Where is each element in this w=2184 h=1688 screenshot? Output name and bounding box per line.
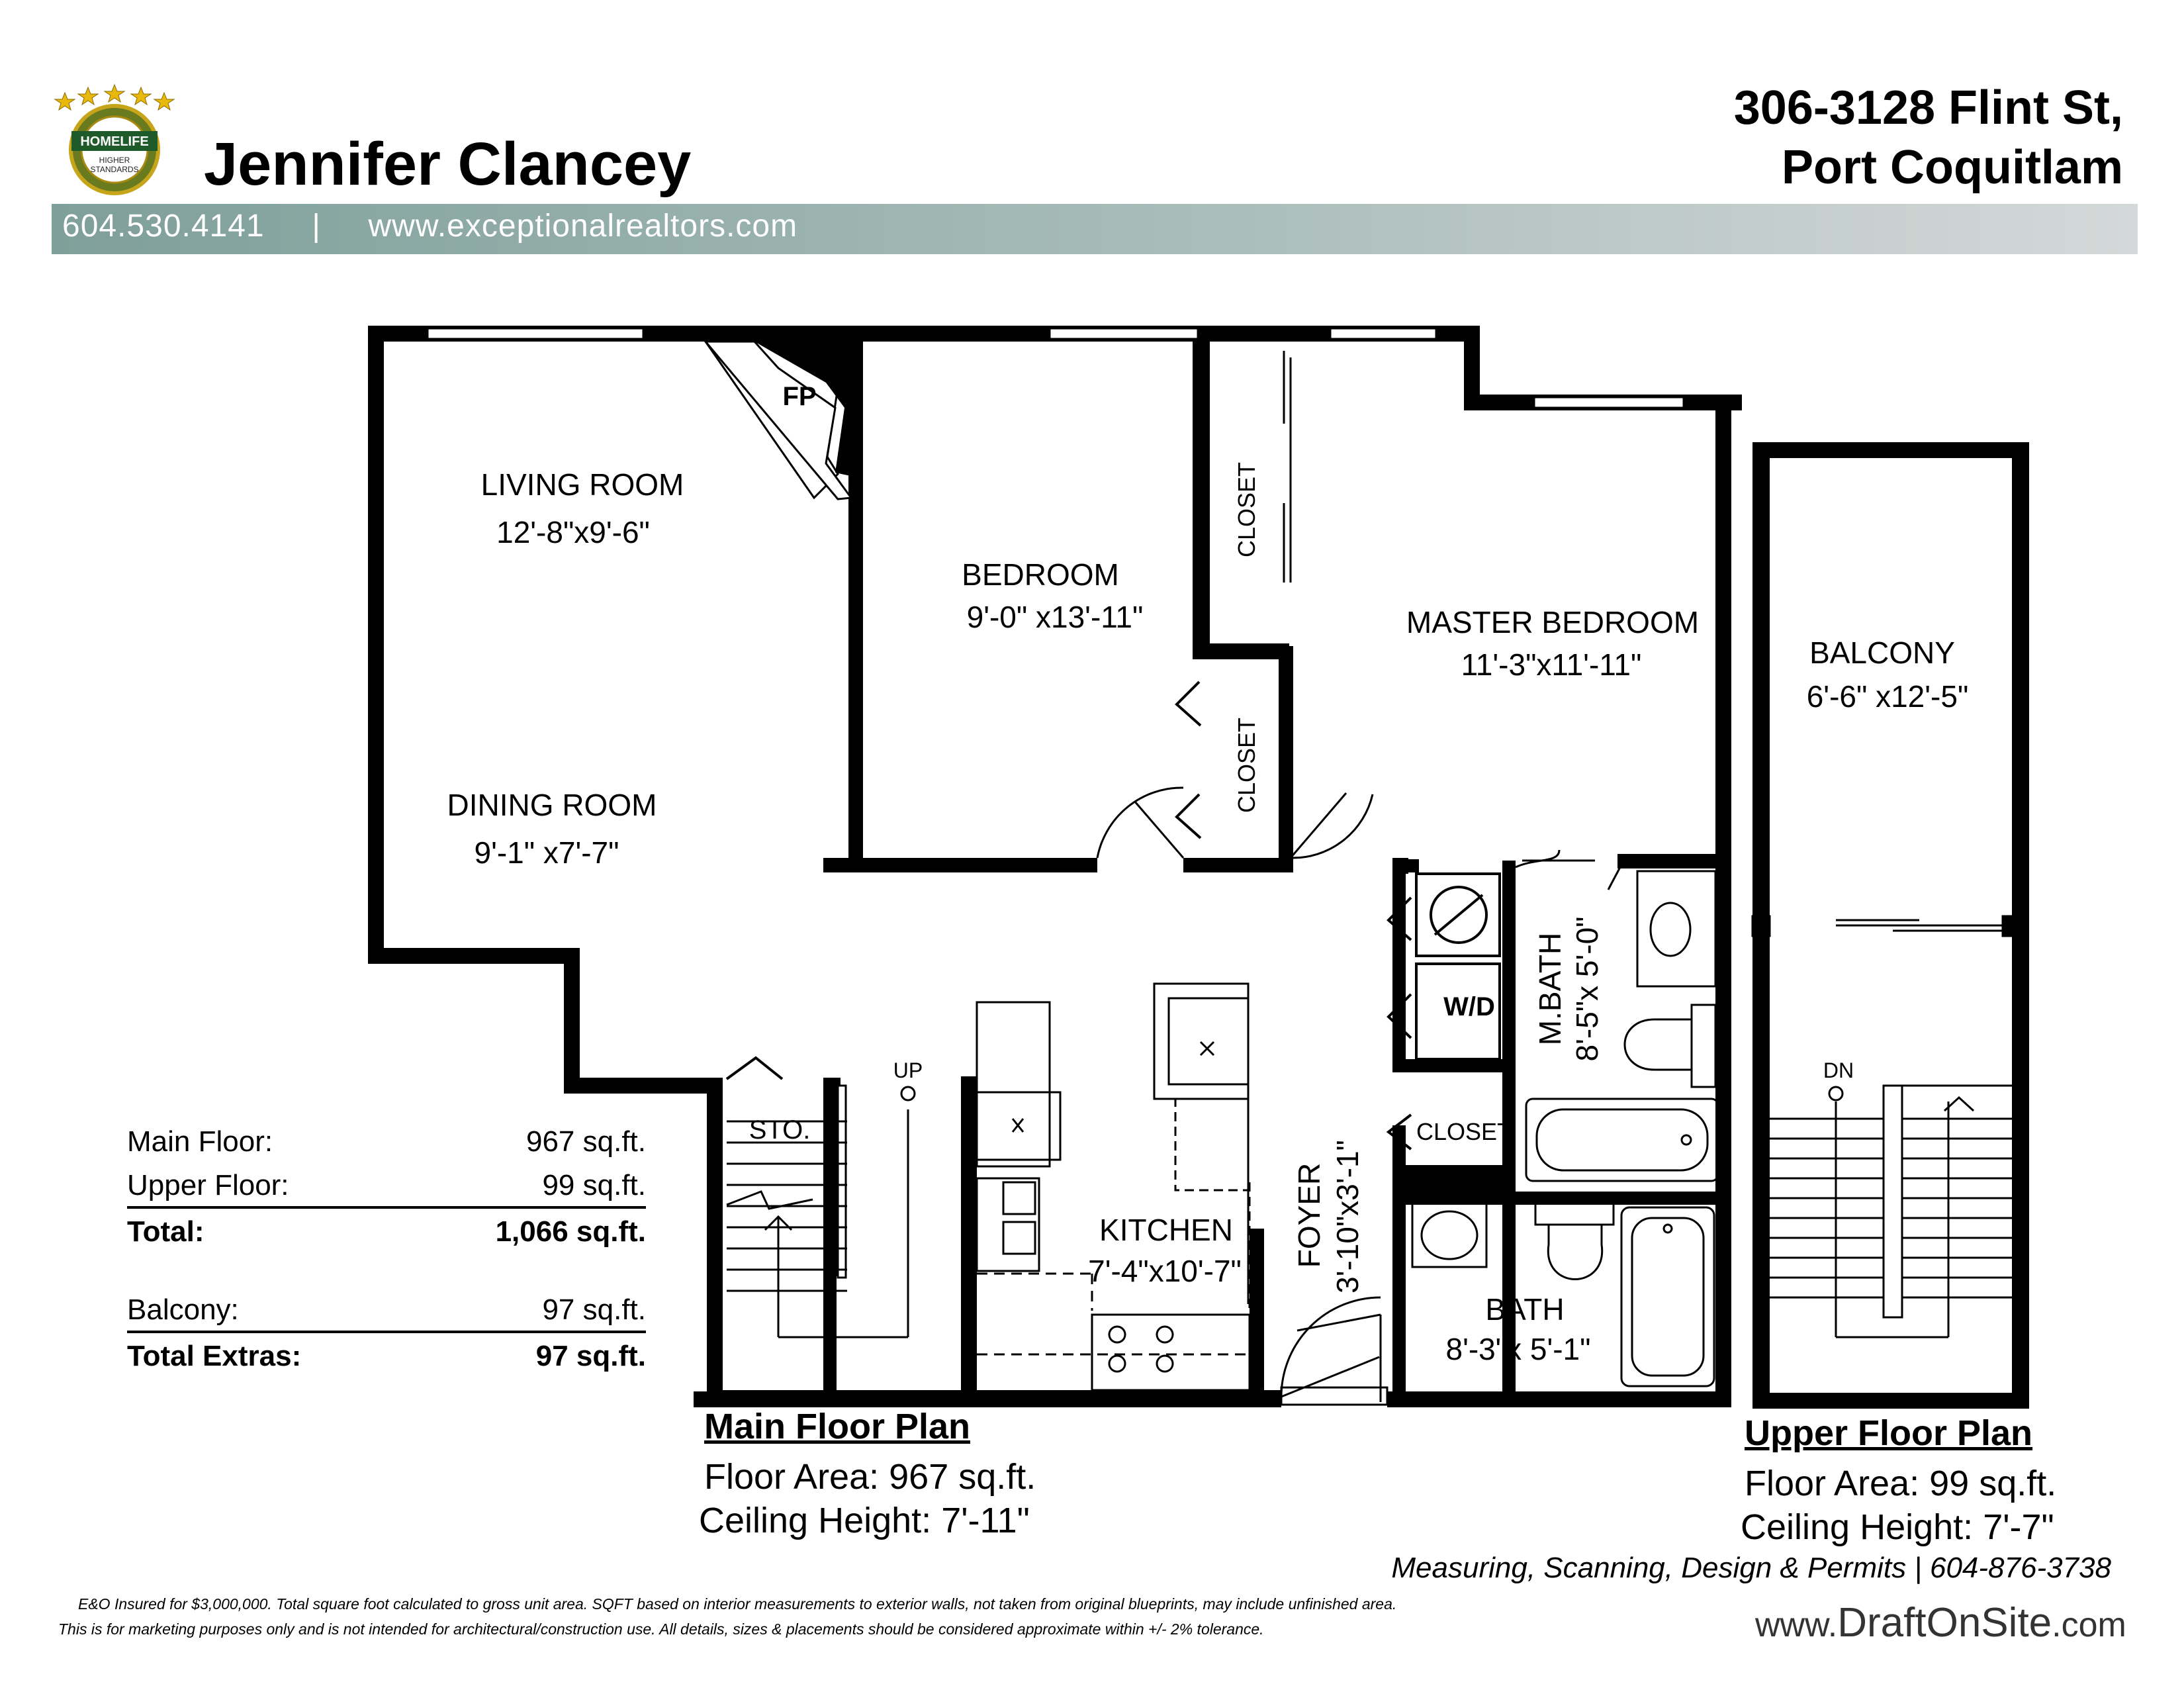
website-brand: DraftOnSite (1837, 1600, 2052, 1646)
total-value: 1,066 sq.ft. (495, 1215, 646, 1248)
closet-label-laundry: CLOSET (1416, 1118, 1512, 1145)
main-floor-value: 967 sq.ft. (525, 1125, 646, 1158)
stairs-down-label: DN (1823, 1058, 1854, 1082)
master-bedroom-label: MASTER BEDROOM (1406, 605, 1700, 639)
upper-floor-plan-title: Upper Floor Plan (1745, 1413, 2033, 1453)
fireplace (705, 342, 854, 499)
dining-room-label: DINING ROOM (447, 788, 657, 822)
main-floor-label: Main Floor: (127, 1125, 273, 1158)
living-room-size: 12'-8"x9'-6" (496, 515, 650, 549)
foyer-size: 3'-10"x3'-1" (1330, 1140, 1365, 1293)
closet-label-upper: CLOSET (1233, 461, 1260, 558)
closet-label-lower: CLOSET (1233, 717, 1260, 814)
design-credit: Measuring, Scanning, Design & Permits | 604-876-3738 (1391, 1552, 2111, 1584)
washer-dryer-label: W/D (1443, 992, 1495, 1021)
balcony-size: 6'-6" x12'-5" (1806, 679, 1969, 714)
draftonsite-website-link[interactable] (1755, 1599, 2126, 1646)
total-extras-label: Total Extras: (127, 1340, 302, 1372)
main-floor-plan-title: Main Floor Plan (704, 1407, 971, 1446)
total-extras-row (127, 1333, 646, 1377)
balcony-label: BALCONY (1809, 635, 1955, 670)
laundry (1416, 874, 1500, 1059)
master-bath-label: M.BATH (1533, 932, 1567, 1046)
balcony-label: Balcony: (127, 1293, 239, 1326)
bedroom-size: 9'-0" x13'-11" (966, 600, 1144, 634)
main-ceiling-height: Ceiling Height: 7'-11" (699, 1501, 1030, 1540)
bath-label: BATH (1485, 1292, 1565, 1327)
upper-floor-row (127, 1162, 646, 1209)
fireplace-label: FP (782, 382, 817, 411)
upper-floor-label: Upper Floor: (127, 1169, 289, 1201)
dining-room-size: 9'-1" x7'-7" (474, 835, 619, 870)
stairs-up-label: UP (893, 1058, 923, 1082)
contact-separator: | (312, 209, 321, 244)
agent-website-link[interactable]: www.exceptionalrealtors.com (368, 209, 798, 244)
balcony-row (127, 1287, 646, 1333)
upper-floor-value: 99 sq.ft. (542, 1169, 646, 1201)
disclaimer-line-2: This is for marketing purposes only and is not intended for architectural/construction use. All details, sizes & placements should be considered approximate within +/- 2% tolerance. (58, 1620, 1264, 1638)
kitchen-size: 7'-4"x10'-7" (1088, 1254, 1242, 1288)
address-line-1: 306-3128 Flint St, (1733, 81, 2123, 134)
living-room-label: LIVING ROOM (480, 467, 684, 502)
foyer-label: FOYER (1292, 1162, 1326, 1268)
bath-size: 8'-3"x 5'-1" (1445, 1332, 1591, 1366)
website-prefix: www. (1755, 1606, 1838, 1644)
area-summary (127, 1119, 646, 1377)
balcony-value: 97 sq.ft. (542, 1293, 646, 1326)
upper-ceiling-height: Ceiling Height: 7'-7" (1741, 1507, 2054, 1547)
master-bath-size: 8'-5"x 5'-0" (1570, 916, 1604, 1062)
phone-number: 604.530.4141 (62, 209, 265, 244)
logo-tagline-1: HIGHER (99, 156, 130, 165)
main-floor-row (127, 1119, 646, 1162)
upper-floor-area: Floor Area: 99 sq.ft. (1745, 1464, 2057, 1503)
logo-tagline-2: STANDARDS (90, 165, 139, 174)
kitchen-fixtures (977, 984, 1250, 1390)
agent-name: Jennifer Clancey (204, 130, 692, 198)
storage-label: STO. (749, 1115, 811, 1145)
upper-stairs (1770, 1086, 2012, 1337)
doors (1097, 788, 1387, 1405)
main-floor-area: Floor Area: 967 sq.ft. (704, 1457, 1036, 1497)
website-suffix: .com (2052, 1606, 2126, 1644)
address-line-2: Port Coquitlam (1782, 141, 2123, 194)
bedroom-label: BEDROOM (962, 557, 1119, 592)
total-label: Total: (127, 1215, 205, 1248)
kitchen-label: KITCHEN (1099, 1213, 1233, 1247)
logo-brand: HOMELIFE (80, 134, 149, 149)
master-bedroom-size: 11'-3"x11'-11" (1461, 647, 1642, 682)
total-extras-value: 97 sq.ft. (535, 1340, 646, 1372)
total-row (127, 1209, 646, 1252)
disclaimer-line-1: E&O Insured for $3,000,000. Total square foot calculated to gross unit area. SQFT based on interior measurements to exterior walls, not taken from original blueprints, may include unfinished area. (78, 1595, 1397, 1613)
